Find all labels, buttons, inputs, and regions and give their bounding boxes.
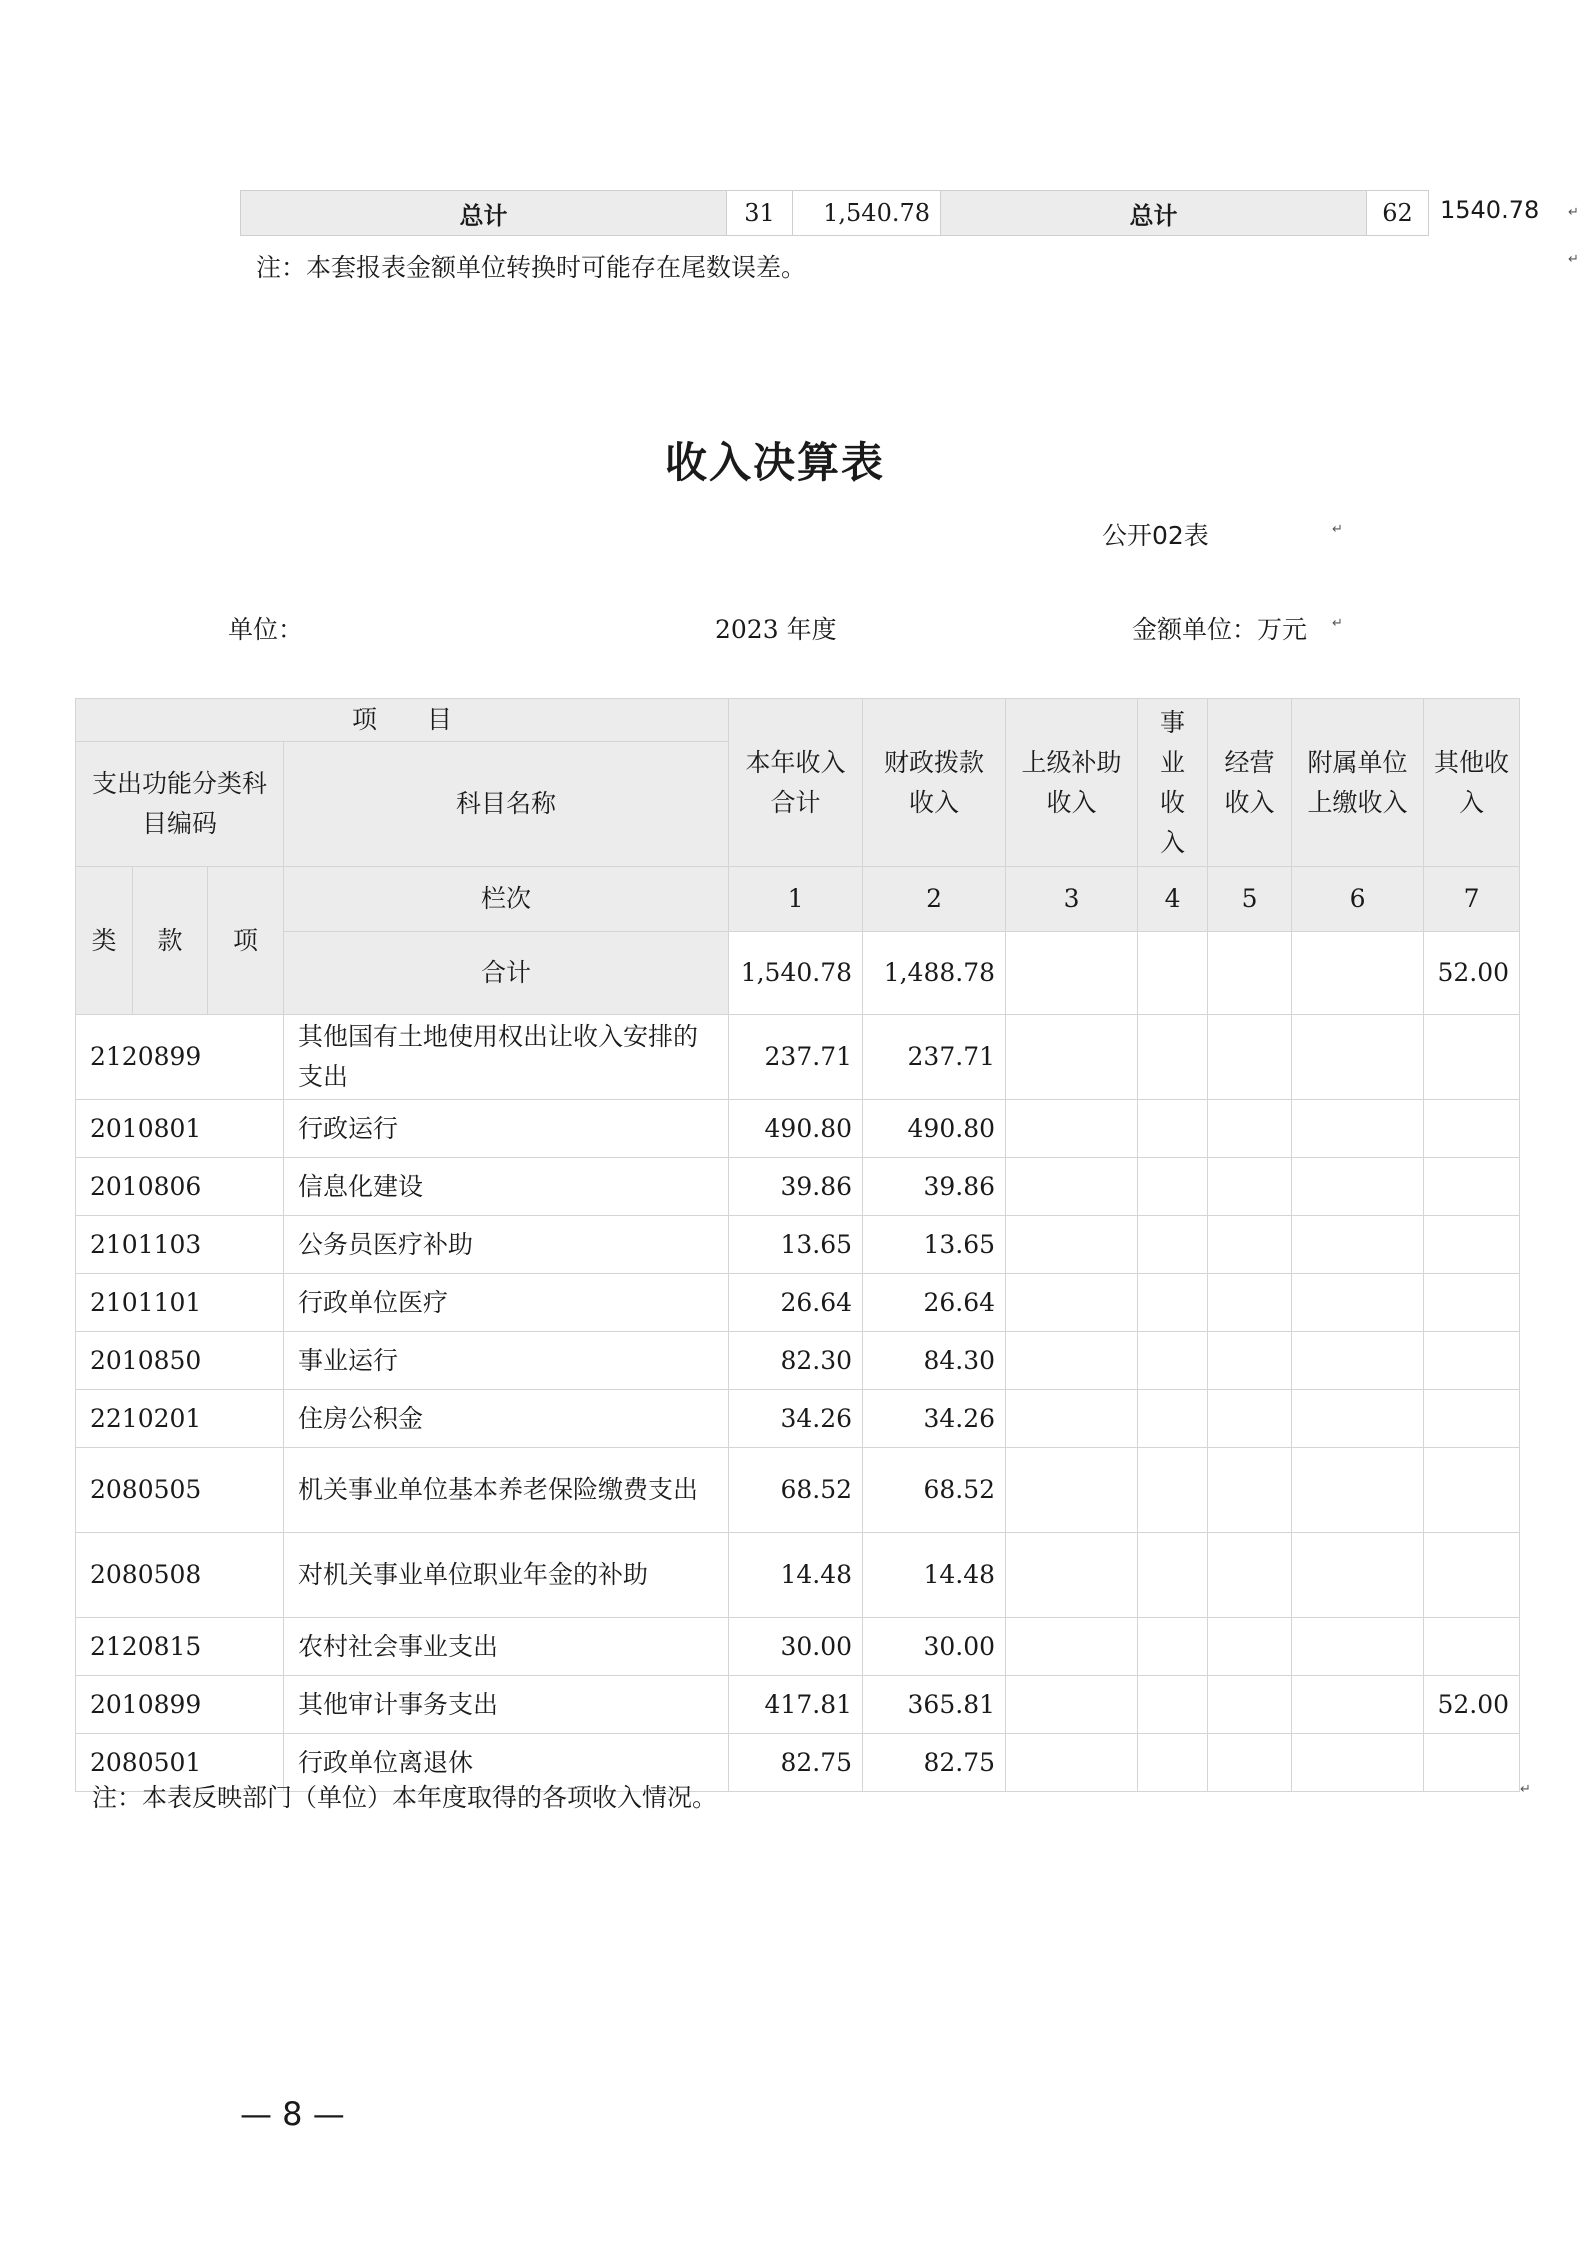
row-value [1138, 1216, 1208, 1274]
row-value [1208, 1390, 1292, 1448]
total-cell: 1,540.78 [729, 932, 863, 1015]
summary-right-label: 总计 [941, 191, 1367, 236]
paragraph-mark: ↵ [1332, 616, 1343, 631]
row-code: 2120815 [76, 1618, 284, 1676]
row-value: 68.52 [729, 1448, 863, 1533]
row-value [1424, 1618, 1520, 1676]
row-value [1138, 1332, 1208, 1390]
row-value [1138, 1274, 1208, 1332]
table-row [76, 1533, 1520, 1618]
table-row [76, 1100, 1520, 1158]
table-row [76, 1618, 1520, 1676]
header-col-1: 本年收入合计 [729, 699, 863, 867]
page-title: 收入决算表 [664, 438, 885, 487]
table-row [76, 1676, 1520, 1734]
row-value [1006, 1100, 1138, 1158]
bottom-note: 注：本表反映部门（单位）本年度取得的各项收入情况。 [92, 1783, 718, 1812]
header-lei: 类 [76, 867, 133, 1015]
row-value [1006, 1676, 1138, 1734]
column-number-3: 3 [1006, 867, 1138, 932]
row-code: 2101101 [76, 1274, 284, 1332]
row-value: 30.00 [863, 1618, 1006, 1676]
summary-right-line: 62 [1367, 191, 1429, 236]
paragraph-mark: ↵ [1520, 1782, 1531, 1797]
row-value [1424, 1390, 1520, 1448]
column-number-5: 5 [1208, 867, 1292, 932]
total-cell [1138, 932, 1208, 1015]
row-value: 39.86 [863, 1158, 1006, 1216]
total-cell [1208, 932, 1292, 1015]
row-subject-name: 其他审计事务支出 [284, 1676, 729, 1734]
row-value: 365.81 [863, 1676, 1006, 1734]
summary-left-label: 总计 [241, 191, 727, 236]
row-value: 14.48 [729, 1533, 863, 1618]
row-value: 82.75 [729, 1734, 863, 1792]
paragraph-mark: ↵ [1332, 522, 1343, 537]
header-col-3: 上级补助收入 [1006, 699, 1138, 867]
row-value [1292, 1158, 1424, 1216]
row-value [1138, 1676, 1208, 1734]
summary-left-line: 31 [727, 191, 793, 236]
row-subject-name: 事业运行 [284, 1332, 729, 1390]
header-col-2: 财政拨款收入 [863, 699, 1006, 867]
row-value [1292, 1015, 1424, 1100]
summary-left-amount: 1,540.78 [793, 191, 941, 236]
row-value [1208, 1158, 1292, 1216]
header-col-5: 经营收入 [1208, 699, 1292, 867]
row-value [1006, 1448, 1138, 1533]
row-value [1208, 1618, 1292, 1676]
row-value: 39.86 [729, 1158, 863, 1216]
row-value [1138, 1734, 1208, 1792]
column-number-1: 1 [729, 867, 863, 932]
summary-right-amount: 1540.78 [1440, 196, 1540, 224]
row-value [1006, 1216, 1138, 1274]
row-value [1292, 1332, 1424, 1390]
row-value [1292, 1216, 1424, 1274]
header-lanci: 栏次 [284, 867, 729, 932]
row-code: 2120899 [76, 1015, 284, 1100]
row-value [1424, 1448, 1520, 1533]
paragraph-mark: ↵ [1568, 252, 1579, 267]
income-table [75, 698, 1520, 1792]
row-value [1424, 1015, 1520, 1100]
row-value [1208, 1100, 1292, 1158]
row-subject-name: 行政单位离退休 [284, 1734, 729, 1792]
row-code: 2010801 [76, 1100, 284, 1158]
row-subject-name: 信息化建设 [284, 1158, 729, 1216]
row-value: 14.48 [863, 1533, 1006, 1618]
row-subject-name: 农村社会事业支出 [284, 1618, 729, 1676]
row-code: 2010806 [76, 1158, 284, 1216]
row-value: 490.80 [729, 1100, 863, 1158]
column-number-2: 2 [863, 867, 1006, 932]
row-subject-name: 公务员医疗补助 [284, 1216, 729, 1274]
row-value: 490.80 [863, 1100, 1006, 1158]
row-value [1424, 1274, 1520, 1332]
row-value [1208, 1216, 1292, 1274]
row-value: 13.65 [729, 1216, 863, 1274]
row-code: 2210201 [76, 1390, 284, 1448]
row-value [1208, 1533, 1292, 1618]
row-value [1006, 1158, 1138, 1216]
row-value [1138, 1390, 1208, 1448]
row-value [1292, 1390, 1424, 1448]
row-value: 82.30 [729, 1332, 863, 1390]
row-value [1424, 1216, 1520, 1274]
row-value [1424, 1158, 1520, 1216]
row-value [1208, 1676, 1292, 1734]
header-code-group: 支出功能分类科目编码 [76, 742, 284, 867]
column-number-6: 6 [1292, 867, 1424, 932]
paragraph-mark: ↵ [1568, 205, 1579, 220]
unit-label: 单位： [228, 615, 304, 644]
report-year: 2023 年度 [715, 615, 837, 644]
row-value [1292, 1448, 1424, 1533]
form-number: 公开02表 [1102, 521, 1209, 550]
table-row [76, 1448, 1520, 1533]
row-code: 2010899 [76, 1676, 284, 1734]
total-cell: 1,488.78 [863, 932, 1006, 1015]
amount-unit: 金额单位：万元 [1132, 615, 1308, 644]
table-row [76, 1274, 1520, 1332]
row-code: 2080508 [76, 1533, 284, 1618]
row-value [1138, 1158, 1208, 1216]
row-value [1292, 1274, 1424, 1332]
row-value [1424, 1332, 1520, 1390]
header-col-7: 其他收入 [1424, 699, 1520, 867]
top-summary-table [240, 190, 1429, 236]
table-row [76, 1158, 1520, 1216]
row-value [1006, 1274, 1138, 1332]
row-value [1138, 1448, 1208, 1533]
row-subject-name: 行政单位医疗 [284, 1274, 729, 1332]
row-value [1292, 1533, 1424, 1618]
row-value: 82.75 [863, 1734, 1006, 1792]
row-value: 417.81 [729, 1676, 863, 1734]
row-code: 2080505 [76, 1448, 284, 1533]
row-code: 2101103 [76, 1216, 284, 1274]
row-value [1006, 1015, 1138, 1100]
row-subject-name: 机关事业单位基本养老保险缴费支出 [284, 1448, 729, 1533]
row-value [1138, 1618, 1208, 1676]
total-row-label: 合计 [284, 932, 729, 1015]
row-value [1424, 1533, 1520, 1618]
row-value [1292, 1676, 1424, 1734]
row-value [1208, 1734, 1292, 1792]
page-number: — 8 — [240, 2095, 345, 2133]
table-row [76, 1390, 1520, 1448]
header-kuan: 款 [133, 867, 208, 1015]
top-note: 注：本套报表金额单位转换时可能存在尾数误差。 [256, 253, 807, 282]
row-value [1424, 1734, 1520, 1792]
row-value [1006, 1332, 1138, 1390]
row-subject-name: 对机关事业单位职业年金的补助 [284, 1533, 729, 1618]
table-body [76, 1015, 1520, 1792]
row-value [1208, 1332, 1292, 1390]
row-subject-name: 其他国有土地使用权出让收入安排的支出 [284, 1015, 729, 1100]
row-code: 2080501 [76, 1734, 284, 1792]
total-cell [1292, 932, 1424, 1015]
table-row [76, 1015, 1520, 1100]
row-value: 26.64 [729, 1274, 863, 1332]
row-value: 26.64 [863, 1274, 1006, 1332]
row-value: 13.65 [863, 1216, 1006, 1274]
row-value [1006, 1533, 1138, 1618]
row-value [1138, 1533, 1208, 1618]
header-col-4: 事业收入 [1138, 699, 1208, 867]
row-value: 237.71 [729, 1015, 863, 1100]
row-value: 84.30 [863, 1332, 1006, 1390]
total-cell [1006, 932, 1138, 1015]
row-value [1006, 1618, 1138, 1676]
row-subject-name: 住房公积金 [284, 1390, 729, 1448]
total-cell: 52.00 [1424, 932, 1520, 1015]
row-value: 34.26 [863, 1390, 1006, 1448]
table-row [76, 1216, 1520, 1274]
row-value [1006, 1734, 1138, 1792]
row-value [1208, 1274, 1292, 1332]
row-value [1208, 1448, 1292, 1533]
row-code: 2010850 [76, 1332, 284, 1390]
row-value [1292, 1734, 1424, 1792]
row-value [1424, 1100, 1520, 1158]
row-value: 30.00 [729, 1618, 863, 1676]
row-value [1138, 1100, 1208, 1158]
column-number-4: 4 [1138, 867, 1208, 932]
column-number-7: 7 [1424, 867, 1520, 932]
header-item: 项 目 [76, 699, 729, 742]
row-subject-name: 行政运行 [284, 1100, 729, 1158]
header-subject-name: 科目名称 [284, 742, 729, 867]
row-value [1292, 1100, 1424, 1158]
row-value [1292, 1618, 1424, 1676]
row-value: 68.52 [863, 1448, 1006, 1533]
row-value [1006, 1390, 1138, 1448]
header-col-6: 附属单位上缴收入 [1292, 699, 1424, 867]
row-value: 34.26 [729, 1390, 863, 1448]
table-row [76, 1332, 1520, 1390]
row-value [1208, 1015, 1292, 1100]
row-value: 237.71 [863, 1015, 1006, 1100]
row-value: 52.00 [1424, 1676, 1520, 1734]
row-value [1138, 1015, 1208, 1100]
header-xiang: 项 [208, 867, 284, 1015]
